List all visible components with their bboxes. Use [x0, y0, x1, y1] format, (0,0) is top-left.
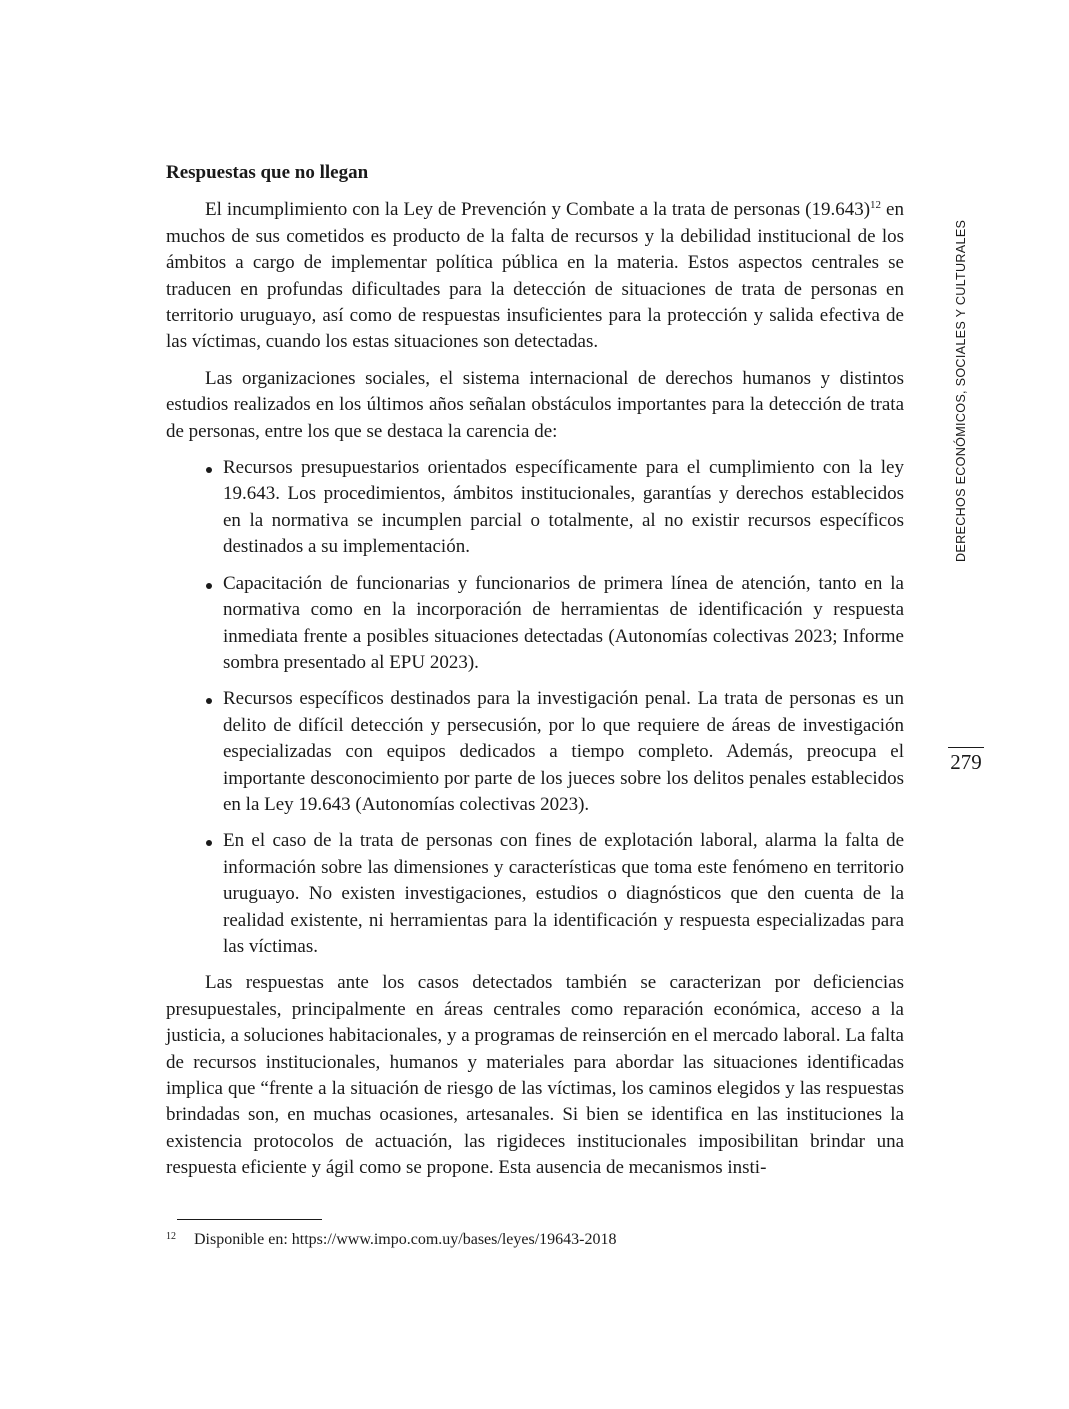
- footnote-number: 12: [166, 1231, 176, 1242]
- bullet-text: En el caso de la trata de personas con fines de explotación laboral, alarma la falta de información sobre las dimensiones y características que toma este fenómeno en territorio uruguayo. No existen investigaciones, estudios o diagnósticos que den cuenta de la realidad existente, ni herramientas para la identificación y respuesta especializadas para las víctimas.: [223, 830, 904, 957]
- bullet-text: Recursos presupuestarios orientados específicamente para el cumplimiento con la ley 19.643. Los procedimientos, ámbitos institucionales, garantías y derechos establecidos en la normativa se incumplen parcial o totalmente, al no existir recursos específicos destinados a su implementación.: [223, 457, 904, 558]
- running-section-title: DERECHOS ECONÓMICOS, SOCIALES Y CULTURALES: [954, 219, 968, 562]
- page-number-rule: [948, 747, 984, 748]
- bullet-dot-icon: [206, 467, 212, 473]
- bullet-list: [166, 455, 904, 960]
- paragraph-3: Las respuestas ante los casos detectados también se caracterizan por deficiencias presupuestales, principalmente en áreas centrales como reparación económica, acceso a la justicia, a soluciones habitacionales, y a programas de reinserción en el mercado laboral. La falta de recursos institucionales, humanos y materiales para abordar las situaciones identificadas implica que “frente a la situación de riesgo de las víctimas, los caminos elegidos y las respuestas brindadas son, en muchas ocasiones, artesanales. Si bien se identifica en las instituciones la existencia protocolos de actuación, las rigideces institucionales imposibilitan brindar una respuesta eficiente y ágil como se propone. Esta ausencia de mecanismos insti-: [166, 972, 904, 1179]
- main-text: [166, 160, 904, 1192]
- footnote-reference[interactable]: 12: [870, 199, 882, 212]
- paragraph-2: Las organizaciones sociales, el sistema internacional de derechos humanos y distintos estudios realizados en los últimos años señalan obstáculos importantes para la detección de trata de personas, entre los que se destaca la carencia de:: [166, 367, 904, 442]
- paragraph-1-text-b: en muchos de sus cometidos es producto de la falta de recursos y la debilidad institucional de los ámbitos a cargo de implementar política pública en la materia. Estos aspectos centrales se traducen en profundas dificultades para la detección de situaciones de trata de personas en territorio uruguayo, así como de respuestas insuficientes para la protección y salida efectiva de las víctimas, cuando los estas situaciones son detectadas.: [166, 199, 904, 353]
- bullet-dot-icon: [206, 698, 212, 704]
- paragraph-1-text-a: El incumplimiento con la Ley de Prevención y Combate a la trata de personas (19.643): [205, 199, 871, 221]
- bullet-item: [166, 686, 904, 818]
- bullet-dot-icon: [206, 840, 212, 846]
- bullet-dot-icon: [206, 583, 212, 589]
- bullet-text: Recursos específicos destinados para la investigación penal. La trata de personas es un delito de difícil detección y persecusión, por lo que requiere de áreas de investigación especializadas con equipos dedicados a tiempo completo. Además, preocupa el importante desconocimiento por parte de los jueces sobre los delitos penales establecidos en la Ley 19.643 (Autonomías colectivas 2023).: [223, 688, 904, 815]
- page-number: 279: [950, 750, 982, 774]
- section-heading: Respuestas que no llegan: [166, 162, 369, 183]
- footnote: [166, 1226, 906, 1251]
- bullet-item: [166, 571, 904, 677]
- footnote-divider: [177, 1219, 322, 1220]
- bullet-item: [166, 455, 904, 561]
- bullet-text: Capacitación de funcionarias y funcionarios de primera línea de atención, tanto en la normativa como en la incorporación de herramientas de identificación y respuesta inmediata frente a posibles situaciones detectadas (Autonomías colectivas 2023; Informe sombra presentado al EPU 2023).: [223, 572, 904, 673]
- paragraph-1: [166, 197, 904, 355]
- footnote-text: Disponible en: https://www.impo.com.uy/bases/leyes/19643-2018: [194, 1231, 617, 1248]
- bullet-item: [166, 828, 904, 960]
